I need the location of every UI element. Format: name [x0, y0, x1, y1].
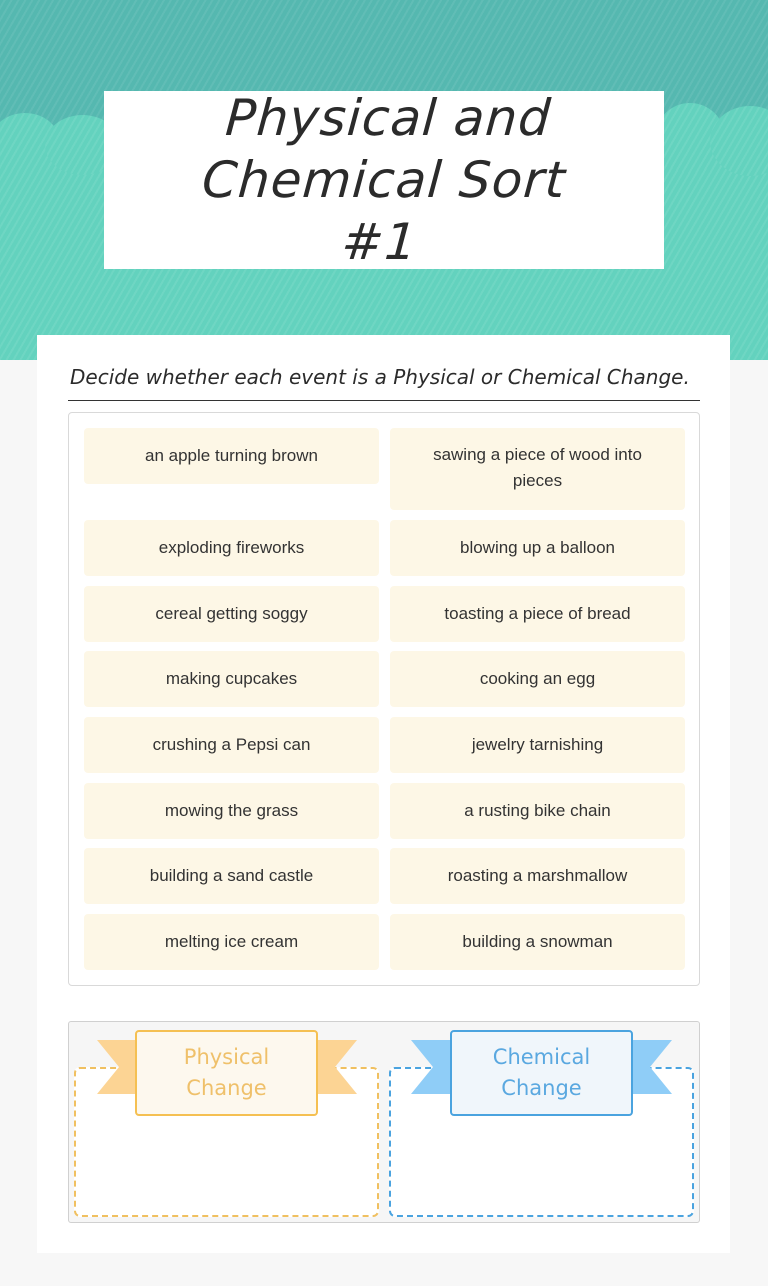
sort-item[interactable]	[84, 717, 379, 773]
sort-item[interactable]	[390, 428, 685, 510]
item-label: sawing a piece of wood into pieces	[433, 445, 642, 490]
chemical-change-label	[450, 1030, 633, 1116]
sort-item[interactable]	[390, 586, 685, 642]
sort-item[interactable]	[84, 783, 379, 839]
instruction-text: Decide whether each event is a Physical or Chemical Change.	[68, 361, 700, 401]
item-label: crushing a Pepsi can	[152, 735, 311, 754]
sort-item[interactable]	[84, 520, 379, 576]
item-label: an apple turning brown	[145, 446, 318, 465]
item-label: blowing up a balloon	[459, 538, 615, 557]
item-label: melting ice cream	[164, 932, 299, 951]
physical-change-label	[135, 1030, 318, 1116]
label-line: Physical	[183, 1045, 270, 1069]
label-line: Change	[501, 1076, 582, 1100]
sort-item[interactable]	[390, 717, 685, 773]
sort-item[interactable]	[84, 586, 379, 642]
sort-item[interactable]	[390, 783, 685, 839]
sort-item[interactable]	[84, 651, 379, 707]
item-label: mowing the grass	[164, 801, 299, 820]
item-label: making cupcakes	[165, 669, 298, 688]
sort-item[interactable]	[84, 914, 379, 970]
category-area	[68, 1021, 700, 1223]
item-label: exploding fireworks	[158, 538, 305, 557]
items-pool	[68, 412, 700, 986]
title-card	[104, 91, 664, 269]
sort-item[interactable]	[84, 848, 379, 904]
item-label: building a sand castle	[149, 866, 314, 885]
item-label: jewelry tarnishing	[471, 735, 604, 754]
sort-item[interactable]	[390, 651, 685, 707]
sort-item[interactable]	[390, 848, 685, 904]
item-label: a rusting bike chain	[464, 801, 611, 820]
item-label: cereal getting soggy	[155, 604, 308, 623]
label-line: Change	[186, 1076, 267, 1100]
worksheet-panel	[37, 335, 730, 1253]
item-label: roasting a marshmallow	[447, 866, 628, 885]
sort-item[interactable]	[390, 914, 685, 970]
sort-item[interactable]	[390, 520, 685, 576]
sort-item[interactable]	[84, 428, 379, 484]
item-label: cooking an egg	[479, 669, 596, 688]
item-label: building a snowman	[462, 932, 613, 951]
item-label: toasting a piece of bread	[444, 604, 631, 623]
label-line: Chemical	[492, 1045, 591, 1069]
page-title: Physical and Chemical Sort #1	[200, 89, 568, 271]
